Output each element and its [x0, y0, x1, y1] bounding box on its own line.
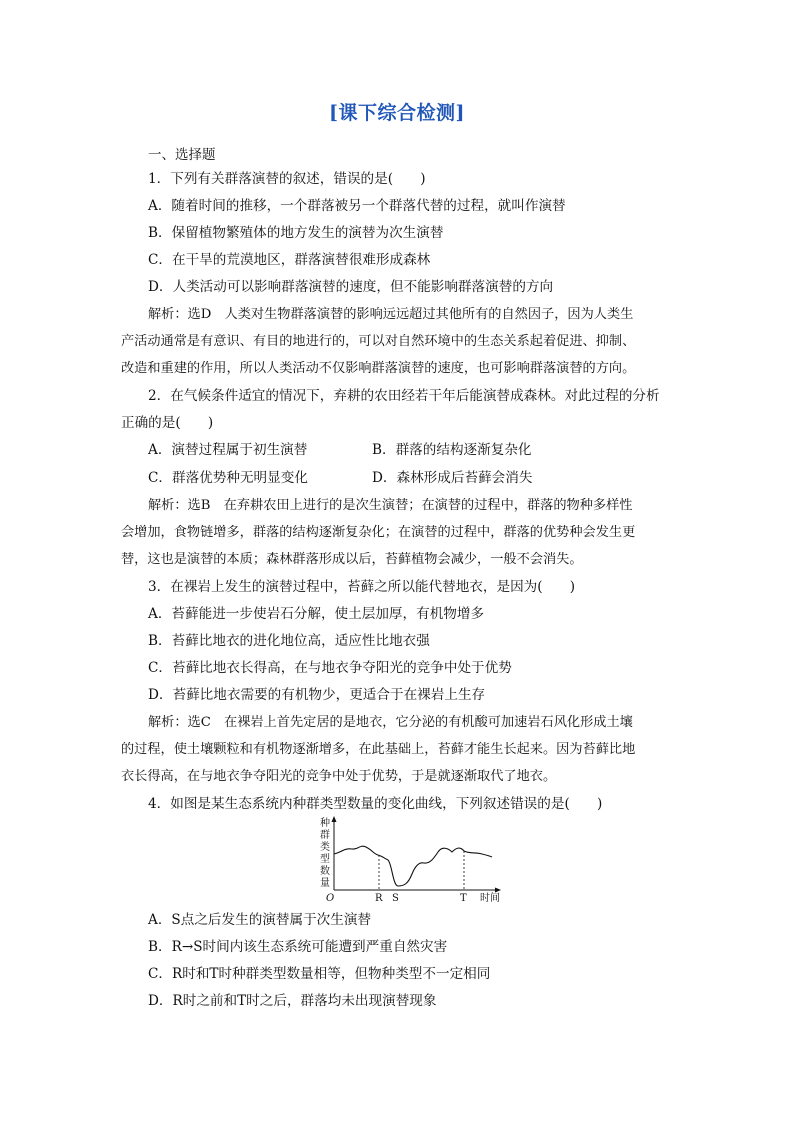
question-4-option-c: C．R时和T时种群类型数量相等，但物种类型不一定相同 — [148, 966, 491, 982]
section-heading: 一、选择题 — [148, 147, 216, 163]
question-1-option-a: A．随着时间的推移，一个群落被另一个群落代替的过程，就叫作演替 — [148, 198, 566, 214]
question-4-option-d: D．R时之前和T时之后，群落均未出现演替现象 — [148, 993, 437, 1009]
question-4-stem: 4．如图是某生态系统内种群类型数量的变化曲线，下列叙述错误的是( ) — [148, 796, 603, 812]
y-axis-label-char-5: 数 — [320, 866, 330, 877]
question-1-explanation-line-2: 产活动通常是有意识、有目的地进行的，可以对自然环境中的生态关系起着促进、抑制、 — [121, 334, 636, 349]
question-3-explanation-line-1: 解析：选C 在裸岩上首先定居的是地衣，它分泌的有机酸可加速岩石风化形成土壤 — [148, 715, 633, 730]
y-axis-label-char-4: 型 — [320, 854, 330, 865]
question-1-stem: 1．下列有关群落演替的叙述，错误的是( ) — [148, 171, 426, 187]
page-title: [课下综合检测] — [329, 102, 465, 124]
question-3-option-b: B．苔藓比地衣的进化地位高，适应性比地衣强 — [148, 633, 430, 649]
question-2-stem-line-1: 2．在气候条件适宜的情况下，弃耕的农田经若干年后能演替成森林。对此过程的分析 — [148, 388, 660, 404]
question-3-stem: 3．在裸岩上发生的演替过程中，苔藓之所以能代替地衣，是因为( ) — [148, 579, 576, 595]
x-tick-s: S — [392, 893, 399, 904]
question-3-option-a: A．苔藓能进一步使岩石分解，使土层加厚，有机物增多 — [148, 606, 485, 622]
question-2-stem-line-2: 正确的是( ) — [121, 415, 214, 431]
origin-label: O — [326, 893, 335, 904]
population-curve — [334, 846, 492, 886]
question-3-option-d: D．苔藓比地衣需要的有机物少，更适合于在裸岩上生存 — [148, 687, 486, 703]
question-1-explanation-line-1: 解析：选D 人类对生物群落演替的影响远远超过其他所有的自然因子，因为人类生 — [148, 307, 634, 322]
question-4-option-a: A．S点之后发生的演替属于次生演替 — [148, 912, 372, 928]
population-curve-svg — [312, 814, 512, 904]
question-2-option-b: B．群落的结构逐渐复杂化 — [372, 442, 532, 458]
question-2-explanation-line-2: 会增加，食物链增多，群落的结构逐渐复杂化；在演替的过程中，群落的优势种会发生更 — [121, 525, 636, 540]
x-axis-arrow-icon — [495, 888, 501, 893]
question-2-explanation-line-3: 替，这也是演替的本质；森林群落形成以后，苔藓植物会减少，一般不会消失。 — [121, 552, 583, 567]
question-2-option-d: D．森林形成后苔藓会消失 — [372, 470, 533, 486]
y-axis-label-char-3: 类 — [320, 842, 330, 853]
question-3-explanation-line-3: 衣长得高，在与地衣争夺阳光的竞争中处于优势，于是就逐渐取代了地衣。 — [121, 769, 557, 784]
question-1-option-c: C．在干旱的荒漠地区，群落演替很难形成森林 — [148, 252, 431, 268]
x-tick-t: T — [460, 893, 467, 904]
question-2-option-a: A．演替过程属于初生演替 — [148, 442, 308, 458]
question-1-option-b: B．保留植物繁殖体的地方发生的演替为次生演替 — [148, 225, 444, 241]
question-4-option-b: B．R→S时间内该生态系统可能遭到严重自然灾害 — [148, 939, 448, 955]
y-axis-label-char-2: 群 — [320, 830, 330, 841]
y-axis-arrow-icon — [332, 816, 337, 822]
question-3-explanation-line-2: 的过程，使土壤颗粒和有机物逐渐增多，在此基础上，苔藓才能生长起来。因为苔藓比地 — [121, 742, 636, 757]
question-1-explanation-line-3: 改造和重建的作用，所以人类活动不仅影响群落演替的速度，也可影响群落演替的方向。 — [121, 361, 636, 376]
question-2-option-c: C．群落优势种无明显变化 — [148, 470, 308, 486]
x-tick-r: R — [375, 893, 383, 904]
x-axis-label: 时间 — [480, 893, 500, 904]
y-axis-label-char-1: 种 — [320, 818, 330, 829]
question-2-explanation-line-1: 解析：选B 在弃耕农田上进行的是次生演替；在演替的过程中，群落的物种多样性 — [148, 498, 633, 513]
y-axis-label-char-6: 量 — [320, 878, 330, 889]
population-curve-figure — [312, 814, 512, 904]
question-1-option-d: D．人类活动可以影响群落演替的速度，但不能影响群落演替的方向 — [148, 279, 554, 295]
question-3-option-c: C．苔藓比地衣长得高，在与地衣争夺阳光的竞争中处于优势 — [148, 660, 512, 676]
